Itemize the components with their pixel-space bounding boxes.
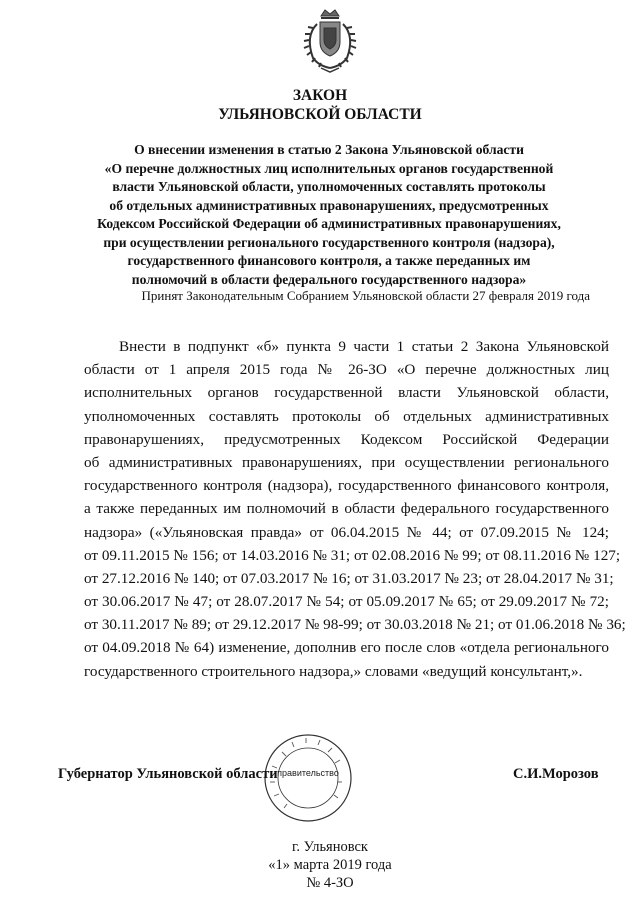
body-line: от 04.09.2018 № 64) изменение, дополнив его после слов «отдела регионального [84, 639, 609, 657]
law-title-line: полномочий в области федерального государственного надзора» [131, 271, 527, 287]
coat-of-arms-icon [299, 6, 361, 74]
body-line: от 09.11.2015 № 156; от 14.03.2016 № 31; от 02.08.2016 № 99; от 08.11.2016 № 127; [84, 546, 621, 564]
law-title-line: Кодексом Российской Федерации об административных правонарушениях, [97, 216, 561, 231]
svg-text:правительство: правительство [277, 768, 339, 778]
body-line: об административных правонарушениях, при осуществлении регионального [84, 453, 609, 471]
body-line: от 27.12.2016 № 140; от 07.03.2017 № 16; от 31.03.2017 № 23; от 28.04.2017 № 31; [84, 569, 614, 587]
body-line: уполномоченных составлять протоколы об отдельных административных [84, 407, 609, 425]
law-type-heading: ЗАКОН [292, 87, 348, 104]
body-line: правонарушениях, предусмотренных Кодексом Российской Федерации [84, 430, 609, 448]
law-title-line: при осуществлении регионального государственного контроля (надзора), [103, 234, 555, 250]
body-line: от 30.06.2017 № 47; от 28.07.2017 № 54; от 05.09.2017 № 65; от 29.09.2017 № 72; [84, 593, 609, 611]
body-line: а также переданных им полномочий в области федерального государственного [84, 500, 609, 518]
signatory-position: Губернатор Ульяновской области [58, 766, 278, 782]
law-title-line: государственного финансового контроля, а также переданных им [127, 253, 531, 268]
body-line: Внести в подпункт «б» пункта 9 части 1 статьи 2 Закона Ульяновской [119, 338, 609, 355]
body-line: государственного строительного надзора,» словами «ведущий консультант,». [84, 662, 583, 680]
issue-date: «1» марта 2019 года [268, 857, 392, 873]
law-title-line: «О перечне должностных лиц исполнительных органов государственной [104, 160, 554, 176]
law-body-paragraph [84, 335, 626, 683]
law-title-line: О внесении изменения в статью 2 Закона Ульяновской области [134, 142, 524, 157]
law-title-line: власти Ульяновской области, уполномоченных составлять протоколы [112, 179, 546, 194]
body-line: надзора» («Ульяновская правда» от 06.04.2015 № 44; от 07.09.2015 № 124; [84, 523, 609, 541]
law-number: № 4-ЗО [306, 875, 354, 891]
body-line: области от 1 апреля 2015 года № 26-ЗО «О перечне должностных лиц [84, 361, 609, 379]
body-line: исполнительных органов государственной власти Ульяновской области, [84, 384, 609, 402]
body-line: государственного контроля (надзора), государственного финансового контроля, [84, 477, 609, 495]
law-region-heading: УЛЬЯНОВСКОЙ ОБЛАСТИ [218, 106, 422, 123]
signatory-name: С.И.Морозов [513, 766, 599, 782]
adoption-note: Принят Законодательным Собранием Ульяновской области 27 февраля 2019 года [141, 288, 590, 303]
law-title [84, 141, 574, 289]
law-title-line: об отдельных административных правонарушениях, предусмотренных [109, 197, 549, 213]
body-line: от 30.11.2017 № 89; от 29.12.2017 № 98-99; от 30.03.2018 № 21; от 01.06.2018 № 36; [84, 616, 626, 634]
issue-city: г. Ульяновск [292, 839, 368, 855]
